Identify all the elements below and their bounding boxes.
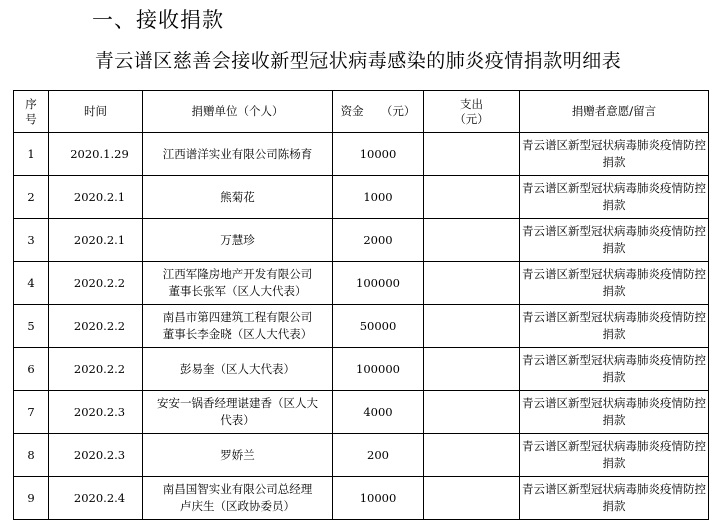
cell-amount: 100000 <box>333 348 424 391</box>
cell-intent: 青云谱区新型冠状病毒肺炎疫情防控捐款 <box>520 176 709 219</box>
cell-time: 2020.2.3 <box>49 434 143 477</box>
cell-donor: 江西谱洋实业有限公司陈杨育 <box>143 133 333 176</box>
cell-seq: 1 <box>14 133 49 176</box>
header-seq: 序 号 <box>14 91 49 133</box>
cell-amount: 2000 <box>333 219 424 262</box>
cell-seq: 3 <box>14 219 49 262</box>
table-row <box>14 348 709 391</box>
cell-seq: 5 <box>14 305 49 348</box>
table-row <box>14 434 709 477</box>
table-row <box>14 262 709 305</box>
cell-time: 2020.1.29 <box>49 133 143 176</box>
cell-time: 2020.2.4 <box>49 477 143 520</box>
cell-intent: 青云谱区新型冠状病毒肺炎疫情防控捐款 <box>520 434 709 477</box>
cell-amount: 50000 <box>333 305 424 348</box>
header-time: 时间 <box>49 91 143 133</box>
cell-expense <box>424 219 520 262</box>
table-row <box>14 391 709 434</box>
cell-intent: 青云谱区新型冠状病毒肺炎疫情防控捐款 <box>520 219 709 262</box>
cell-time: 2020.2.1 <box>49 219 143 262</box>
cell-donor: 安安一锅香经理谌建香（区人大 代表） <box>143 391 333 434</box>
cell-seq: 2 <box>14 176 49 219</box>
cell-seq: 7 <box>14 391 49 434</box>
cell-amount: 200 <box>333 434 424 477</box>
cell-expense <box>424 434 520 477</box>
table-row <box>14 219 709 262</box>
cell-intent: 青云谱区新型冠状病毒肺炎疫情防控捐款 <box>520 305 709 348</box>
cell-amount: 4000 <box>333 391 424 434</box>
header-row <box>14 91 709 133</box>
cell-donor: 万慧珍 <box>143 219 333 262</box>
section-heading: 一、接收捐款 <box>92 8 224 32</box>
header-donor: 捐赠单位（个人） <box>143 91 333 133</box>
table-row <box>14 477 709 520</box>
cell-amount: 10000 <box>333 133 424 176</box>
cell-intent: 青云谱区新型冠状病毒肺炎疫情防控捐款 <box>520 348 709 391</box>
header-amount: 资金 （元） <box>333 91 424 133</box>
cell-time: 2020.2.3 <box>49 391 143 434</box>
cell-time: 2020.2.2 <box>49 305 143 348</box>
table-row <box>14 176 709 219</box>
table-title: 青云谱区慈善会接收新型冠状病毒感染的肺炎疫情捐款明细表 <box>94 50 622 72</box>
cell-donor: 熊菊花 <box>143 176 333 219</box>
cell-seq: 8 <box>14 434 49 477</box>
cell-amount: 1000 <box>333 176 424 219</box>
cell-amount: 100000 <box>333 262 424 305</box>
cell-donor: 南昌国智实业有限公司总经理 卢庆生（区政协委员） <box>143 477 333 520</box>
cell-expense <box>424 176 520 219</box>
cell-donor: 彭易奎（区人大代表） <box>143 348 333 391</box>
cell-seq: 4 <box>14 262 49 305</box>
cell-expense <box>424 348 520 391</box>
cell-time: 2020.2.2 <box>49 348 143 391</box>
header-intent: 捐赠者意愿/留言 <box>520 91 709 133</box>
donation-table <box>13 90 709 520</box>
cell-intent: 青云谱区新型冠状病毒肺炎疫情防控捐款 <box>520 391 709 434</box>
cell-expense <box>424 477 520 520</box>
cell-expense <box>424 391 520 434</box>
cell-intent: 青云谱区新型冠状病毒肺炎疫情防控捐款 <box>520 133 709 176</box>
cell-seq: 9 <box>14 477 49 520</box>
cell-intent: 青云谱区新型冠状病毒肺炎疫情防控捐款 <box>520 477 709 520</box>
cell-expense <box>424 262 520 305</box>
cell-donor: 罗娇兰 <box>143 434 333 477</box>
cell-intent: 青云谱区新型冠状病毒肺炎疫情防控捐款 <box>520 262 709 305</box>
cell-expense <box>424 133 520 176</box>
cell-donor: 江西军隆房地产开发有限公司 董事长张军（区人大代表） <box>143 262 333 305</box>
cell-time: 2020.2.2 <box>49 262 143 305</box>
cell-time: 2020.2.1 <box>49 176 143 219</box>
table-row <box>14 305 709 348</box>
header-expense: 支出 （元） <box>424 91 520 133</box>
cell-amount: 10000 <box>333 477 424 520</box>
cell-seq: 6 <box>14 348 49 391</box>
cell-expense <box>424 305 520 348</box>
table-row <box>14 133 709 176</box>
cell-donor: 南昌市第四建筑工程有限公司 董事长李金晓（区人大代表） <box>143 305 333 348</box>
